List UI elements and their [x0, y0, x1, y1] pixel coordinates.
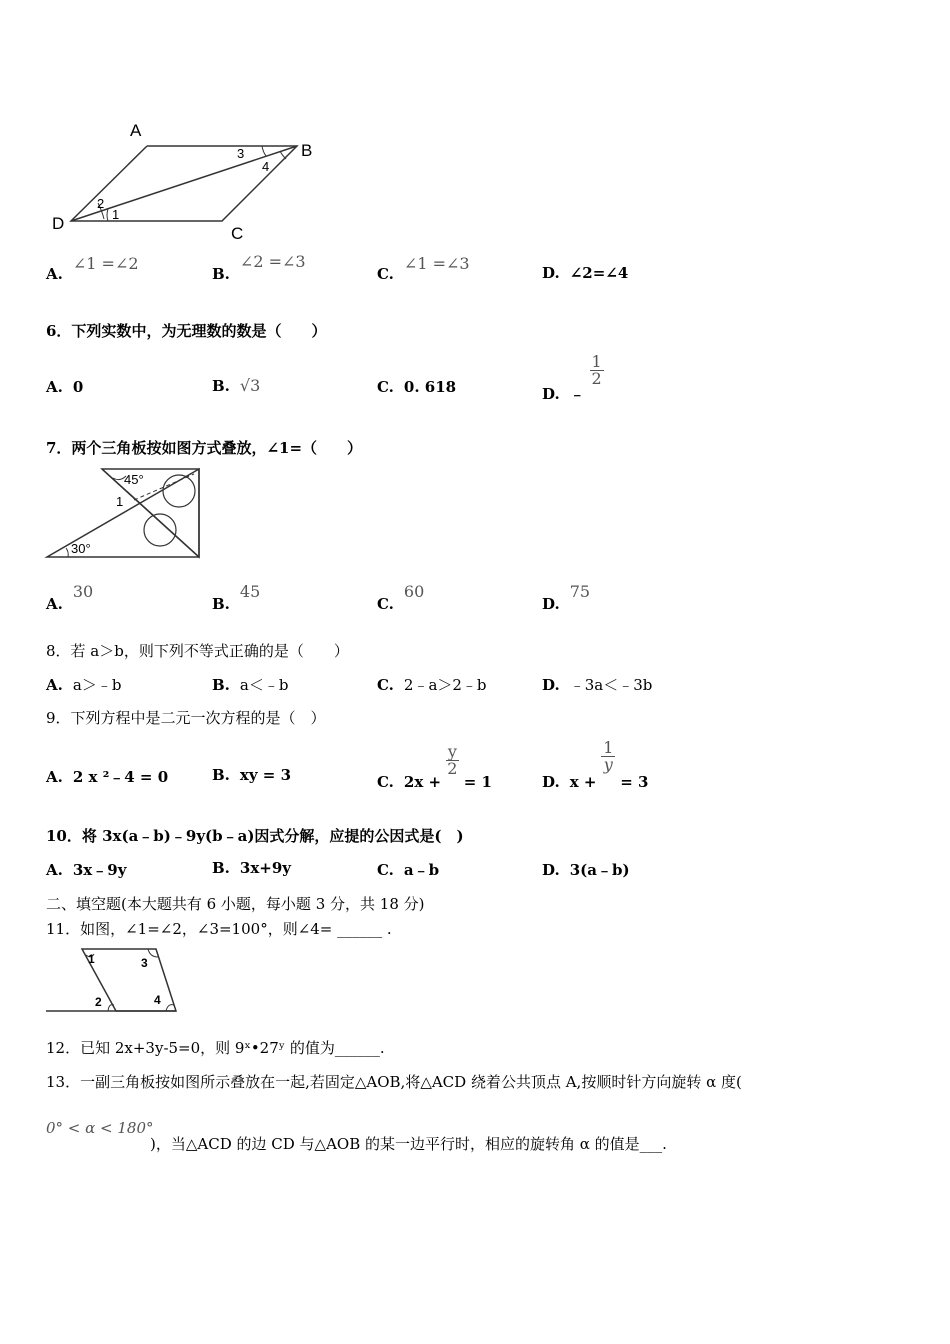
q9-stem: 9．下列方程中是二元一次方程的是（ ）	[46, 709, 326, 727]
q8-option-d[interactable]	[542, 674, 652, 695]
option-value: a＜﹣b	[239, 676, 289, 694]
option-value: ∠1 =∠3	[403, 254, 470, 273]
q13-line1: 13．一副三角板按如图所示叠放在一起,若固定△AOB,将△ACD 绕着公共顶点 A,按顺时针方向旋转 α 度(	[46, 1073, 742, 1091]
angle-1-label: 1	[116, 494, 124, 509]
q9-option-a[interactable]	[46, 766, 168, 787]
section-heading: 二、填空题(本大题共有 6 小题，每小题 3 分，共 18 分)	[46, 895, 425, 913]
option-value: ﹣3a＜﹣3b	[569, 676, 653, 694]
q5-option-b[interactable]	[212, 252, 306, 283]
option-value: 3x+9y	[239, 859, 292, 877]
q5-option-a[interactable]	[46, 254, 139, 283]
option-value: 75	[569, 582, 591, 601]
option-post: = 3	[620, 772, 649, 791]
q5-option-d[interactable]	[542, 264, 628, 282]
q10-option-d[interactable]	[542, 859, 630, 880]
option-letter: A.	[46, 378, 63, 396]
option-value: ∠2=∠4	[569, 264, 629, 282]
option-value: xy = 3	[239, 766, 292, 784]
vertex-a-label: A	[130, 121, 142, 140]
angle-3-label: 3	[141, 956, 148, 970]
q8-option-a[interactable]	[46, 674, 121, 695]
option-letter: D.	[542, 676, 560, 694]
option-value: 45	[239, 582, 261, 601]
q9-option-c[interactable]	[377, 742, 492, 791]
option-value: 2 x ²﹣4 = 0	[72, 768, 169, 786]
option-value: 3x﹣9y	[72, 861, 127, 879]
option-letter: B.	[212, 377, 230, 395]
option-value: 0	[72, 378, 84, 396]
option-letter: A.	[46, 595, 63, 613]
option-letter: C.	[377, 676, 394, 694]
q9-option-b[interactable]	[212, 766, 291, 784]
q10-option-b[interactable]	[212, 859, 291, 877]
option-value: √3	[239, 376, 261, 395]
q11-parallelogram-figure	[44, 945, 180, 1015]
option-letter: B.	[212, 676, 230, 694]
angle-1-label: 1	[112, 207, 120, 222]
angle-4-label: 4	[154, 993, 161, 1007]
option-letter: C.	[377, 861, 394, 879]
option-letter: B.	[212, 766, 230, 784]
vertex-d-label: D	[52, 214, 65, 233]
q5-option-c[interactable]	[377, 254, 470, 283]
q7-option-d[interactable]	[542, 582, 591, 613]
option-letter: A.	[46, 861, 63, 879]
option-letter: B.	[212, 859, 230, 877]
option-sign: ﹣	[569, 384, 585, 403]
vertex-b-label: B	[301, 141, 313, 160]
option-letter: B.	[212, 265, 230, 283]
q8-option-c[interactable]	[377, 674, 487, 695]
q6-stem: 6．下列实数中，为无理数的数是（ ）	[46, 322, 327, 340]
option-value: 30	[72, 582, 94, 601]
angle-1-label: 1	[88, 952, 95, 966]
q6-option-a[interactable]	[46, 378, 83, 396]
option-letter: D.	[542, 264, 560, 282]
option-letter: A.	[46, 768, 63, 786]
option-letter: A.	[46, 676, 63, 694]
option-letter: A.	[46, 265, 63, 283]
q13-line2: )，当△ACD 的边 CD 与△AOB 的某一边平行时，相应的旋转角 α 的值是___.	[150, 1135, 667, 1153]
q6-option-b[interactable]	[212, 376, 260, 395]
option-value: 2﹣a＞2﹣b	[403, 676, 487, 694]
option-pre: x +	[569, 772, 597, 791]
q7-triangles-figure	[44, 466, 204, 562]
option-pre: 2x +	[403, 772, 442, 791]
q6-option-c[interactable]	[377, 378, 456, 396]
option-value: a＞﹣b	[72, 676, 122, 694]
fraction: $\frac{1}{2}$	[591, 352, 602, 388]
option-letter: C.	[377, 772, 394, 791]
q7-stem: 7．两个三角板按如图方式叠放，∠1=（ ）	[46, 439, 363, 457]
option-value: a﹣b	[403, 861, 440, 879]
fraction: $\frac{1}{y}$	[603, 738, 614, 774]
option-letter: D.	[542, 595, 560, 613]
angle-2-label: 2	[95, 995, 102, 1009]
angle-45-label: 45°	[124, 472, 144, 487]
q12-stem: 12．已知 2x+3y-5=0，则 9ˣ•27ʸ 的值为______.	[46, 1039, 385, 1057]
q10-option-a[interactable]	[46, 859, 126, 880]
q13-range: 0° < α < 180°	[46, 1119, 154, 1137]
q9-option-d[interactable]	[542, 738, 649, 791]
angle-3-label: 3	[237, 146, 245, 161]
q8-option-b[interactable]	[212, 674, 288, 695]
vertex-c-label: C	[231, 224, 244, 243]
angle-30-label: 30°	[71, 541, 91, 556]
option-letter: C.	[377, 378, 394, 396]
angle-2-label: 2	[97, 196, 105, 211]
q7-option-b[interactable]	[212, 582, 261, 613]
option-letter: B.	[212, 595, 230, 613]
q10-stem: 10．将 3x(a﹣b)﹣9y(b﹣a)因式分解，应提的公因式是( )	[46, 827, 464, 845]
option-value: 0. 618	[403, 378, 457, 396]
option-value: ∠2 =∠3	[239, 252, 306, 271]
option-value: 3(a﹣b)	[569, 861, 630, 879]
option-letter: D.	[542, 772, 560, 791]
option-letter: C.	[377, 265, 394, 283]
q8-stem: 8．若 a＞b，则下列不等式正确的是（ ）	[46, 642, 349, 660]
option-letter: D.	[542, 861, 560, 879]
q11-stem: 11．如图，∠1=∠2，∠3=100°，则∠4= ______ .	[46, 920, 392, 938]
option-value: ∠1 =∠2	[72, 254, 139, 273]
angle-4-label: 4	[262, 159, 270, 174]
q6-option-d[interactable]	[542, 352, 604, 403]
option-letter: C.	[377, 595, 394, 613]
q10-option-c[interactable]	[377, 859, 439, 880]
option-post: = 1	[463, 772, 492, 791]
q7-option-a[interactable]	[46, 582, 94, 613]
fraction: $\frac{y}{2}$	[447, 742, 458, 778]
q5-parallelogram-figure	[44, 115, 334, 250]
option-value: 60	[403, 582, 425, 601]
q7-option-c[interactable]	[377, 582, 425, 613]
option-letter: D.	[542, 384, 560, 403]
